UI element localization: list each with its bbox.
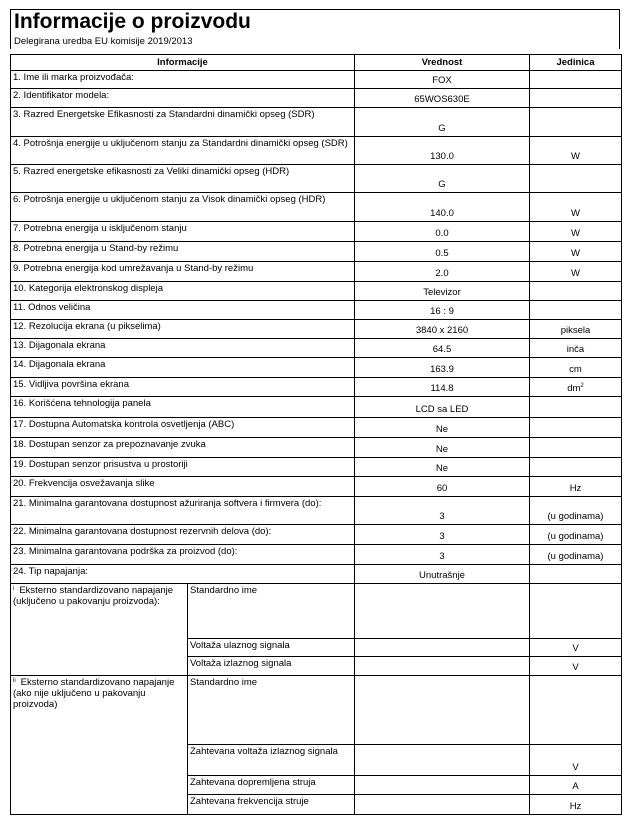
row-label: 16. Korišćena tehnologija panela xyxy=(11,397,355,418)
table-row xyxy=(11,71,622,89)
row-unit xyxy=(530,89,622,108)
table-row xyxy=(11,137,622,165)
power-supply-unit xyxy=(530,584,622,639)
power-supply-description: Eksterno standardizovano napajanje (uključeno u pakovanju proizvoda): xyxy=(13,585,174,607)
row-unit: W xyxy=(530,222,622,242)
table-row xyxy=(11,525,622,545)
row-label: 3. Razred Energetske Efikasnosti za Standardni dinamički opseg (SDR) xyxy=(11,108,355,137)
row-unit xyxy=(530,165,622,193)
row-unit: (u godinama) xyxy=(530,525,622,545)
page-title: Informacije o proizvodu xyxy=(14,10,251,33)
row-unit xyxy=(530,438,622,458)
row-unit: W xyxy=(530,193,622,222)
row-label: 22. Minimalna garantovana dostupnost rezervnih delova (do): xyxy=(11,525,355,545)
table-row xyxy=(11,477,622,497)
product-info-table xyxy=(10,54,622,815)
row-unit: W xyxy=(530,242,622,262)
row-unit: W xyxy=(530,137,622,165)
row-value: Ne xyxy=(355,438,530,458)
row-label: 15. Vidljiva površina ekrana xyxy=(11,378,355,397)
roman-numeral: i xyxy=(13,586,15,592)
row-value: 114.8 xyxy=(355,378,530,397)
power-supply-unit: V xyxy=(530,745,622,776)
power-supply-group-label xyxy=(11,584,188,676)
row-value: 3840 x 2160 xyxy=(355,320,530,339)
row-label: 20. Frekvencija osvežavanja slike xyxy=(11,477,355,497)
row-label: 21. Minimalna garantovana dostupnost ažuriranja softvera i firmvera (do): xyxy=(11,497,355,525)
row-unit xyxy=(530,108,622,137)
power-supply-sub-label: Standardno ime xyxy=(188,676,355,745)
row-value: 65WOS630E xyxy=(355,89,530,108)
row-label: 10. Kategorija elektronskog displeja xyxy=(11,282,355,301)
power-supply-row xyxy=(11,676,622,745)
row-unit: Hz xyxy=(530,477,622,497)
row-label: 7. Potrebna energija u isključenom stanju xyxy=(11,222,355,242)
row-value: 3 xyxy=(355,497,530,525)
row-unit xyxy=(530,565,622,584)
row-label: 19. Dostupan senzor prisustva u prostoriji xyxy=(11,458,355,477)
table-row xyxy=(11,193,622,222)
power-supply-group-label xyxy=(11,676,188,815)
power-supply-unit xyxy=(530,676,622,745)
power-supply-sub-label: Zahtevana voltaža izlaznog signala xyxy=(188,745,355,776)
row-label: 2. Identifikator modela: xyxy=(11,89,355,108)
table-row xyxy=(11,497,622,525)
row-label: 13. Dijagonala ekrana xyxy=(11,339,355,358)
row-unit: (u godinama) xyxy=(530,497,622,525)
table-row xyxy=(11,282,622,301)
table-row xyxy=(11,262,622,282)
row-value: 64.5 xyxy=(355,339,530,358)
table-row xyxy=(11,458,622,477)
page-subtitle: Delegirana uredba EU komisije 2019/2013 xyxy=(14,36,193,47)
power-supply-sub-label: Zahtevana dopremljena struja xyxy=(188,776,355,795)
power-supply-value xyxy=(355,676,530,745)
row-value: FOX xyxy=(355,71,530,89)
table-row xyxy=(11,320,622,339)
power-supply-value xyxy=(355,745,530,776)
row-unit xyxy=(530,282,622,301)
row-value: Ne xyxy=(355,418,530,438)
power-supply-unit: V xyxy=(530,657,622,676)
row-unit: piksela xyxy=(530,320,622,339)
power-supply-value xyxy=(355,657,530,676)
row-label: 18. Dostupan senzor za prepoznavanje zvuka xyxy=(11,438,355,458)
row-value: Unutrašnje xyxy=(355,565,530,584)
row-label: 4. Potrošnja energije u uključenom stanju za Standardni dinamički opseg (SDR) xyxy=(11,137,355,165)
row-value: 2.0 xyxy=(355,262,530,282)
row-label: 23. Minimalna garantovana podrška za proizvod (do): xyxy=(11,545,355,565)
roman-numeral: ii xyxy=(13,678,16,684)
row-label: 5. Razred energetske efikasnosti za Veliki dinamički opseg (HDR) xyxy=(11,165,355,193)
power-supply-sub-label: Voltaža izlaznog signala xyxy=(188,657,355,676)
column-header-jedinica: Jedinica xyxy=(530,55,622,71)
row-value: Televizor xyxy=(355,282,530,301)
table-row xyxy=(11,222,622,242)
row-label: 11. Odnos veličina xyxy=(11,301,355,320)
row-label: 1. Ime ili marka proizvođača: xyxy=(11,71,355,89)
table-row xyxy=(11,108,622,137)
power-supply-value xyxy=(355,795,530,815)
unit-superscript: 2 xyxy=(580,382,584,389)
power-supply-value xyxy=(355,639,530,657)
row-value: G xyxy=(355,165,530,193)
row-value: Ne xyxy=(355,458,530,477)
row-unit xyxy=(530,458,622,477)
row-value: 3 xyxy=(355,545,530,565)
table-header-row xyxy=(11,55,622,71)
row-value: 60 xyxy=(355,477,530,497)
row-label: 8. Potrebna energija u Stand-by režimu xyxy=(11,242,355,262)
power-supply-sub-label: Standardno ime xyxy=(188,584,355,639)
row-unit xyxy=(530,418,622,438)
table-row xyxy=(11,545,622,565)
row-unit xyxy=(530,378,622,397)
row-value: LCD sa LED xyxy=(355,397,530,418)
row-unit xyxy=(530,301,622,320)
power-supply-value xyxy=(355,776,530,795)
table-row xyxy=(11,378,622,397)
table-row xyxy=(11,565,622,584)
table-row xyxy=(11,89,622,108)
row-value: 163.9 xyxy=(355,358,530,378)
row-label: 24. Tip napajanja: xyxy=(11,565,355,584)
table-row xyxy=(11,358,622,378)
table-row xyxy=(11,438,622,458)
table-row xyxy=(11,418,622,438)
table-row xyxy=(11,397,622,418)
power-supply-unit: Hz xyxy=(530,795,622,815)
power-supply-value xyxy=(355,584,530,639)
column-header-vrednost: Vrednost xyxy=(355,55,530,71)
row-value: 3 xyxy=(355,525,530,545)
row-unit: (u godinama) xyxy=(530,545,622,565)
row-value: 0.0 xyxy=(355,222,530,242)
row-value: 140.0 xyxy=(355,193,530,222)
table-row xyxy=(11,301,622,320)
table-row xyxy=(11,242,622,262)
table-row xyxy=(11,165,622,193)
column-header-informacije: Informacije xyxy=(11,55,355,71)
row-unit: W xyxy=(530,262,622,282)
unit-text: dm xyxy=(567,383,581,394)
power-supply-unit: A xyxy=(530,776,622,795)
power-supply-description: Eksterno standardizovano napajanje (ako nije uključeno u pakovanju proizvoda) xyxy=(13,677,175,710)
row-label: 9. Potrebna energija kod umrežavanja u Stand-by režimu xyxy=(11,262,355,282)
power-supply-sub-label: Voltaža ulaznog signala xyxy=(188,639,355,657)
row-label: 6. Potrošnja energije u uključenom stanju za Visok dinamički opseg (HDR) xyxy=(11,193,355,222)
power-supply-sub-label: Zahtevana frekvencija struje xyxy=(188,795,355,815)
row-unit xyxy=(530,397,622,418)
row-unit: cm xyxy=(530,358,622,378)
row-value: 16 : 9 xyxy=(355,301,530,320)
row-label: 14. Dijagonala ekrana xyxy=(11,358,355,378)
power-supply-unit: V xyxy=(530,639,622,657)
row-value: G xyxy=(355,108,530,137)
row-label: 17. Dostupna Automatska kontrola osvetljenja (ABC) xyxy=(11,418,355,438)
row-label: 12. Rezolucija ekrana (u pikselima) xyxy=(11,320,355,339)
power-supply-row xyxy=(11,584,622,639)
row-value: 130.0 xyxy=(355,137,530,165)
table-row xyxy=(11,339,622,358)
row-unit: inča xyxy=(530,339,622,358)
header-box xyxy=(10,9,620,49)
row-unit xyxy=(530,71,622,89)
row-value: 0.5 xyxy=(355,242,530,262)
